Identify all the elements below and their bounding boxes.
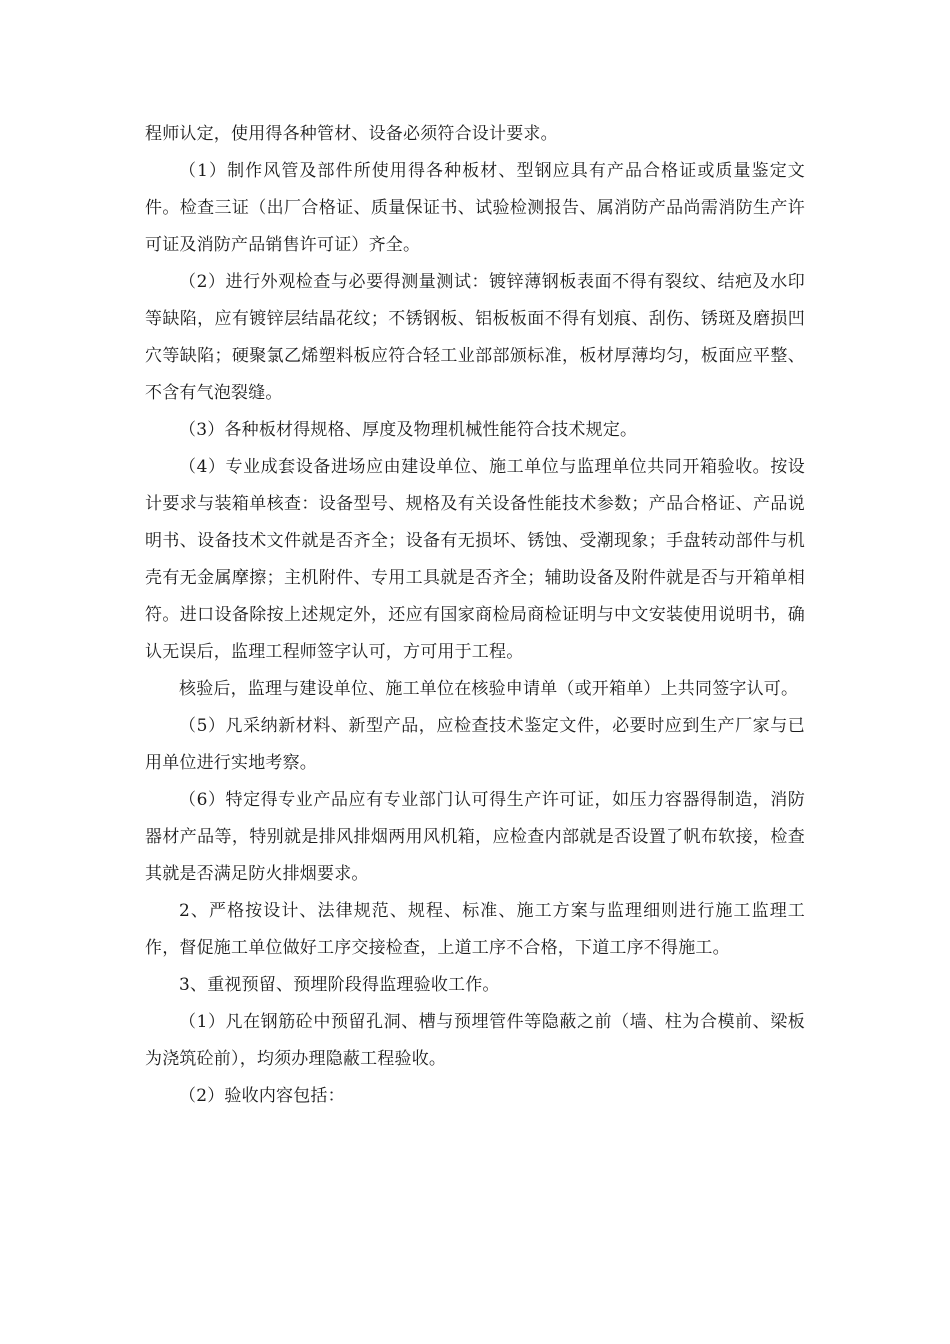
document-page bbox=[145, 116, 805, 1115]
paragraph-item-4: （4）专业成套设备进场应由建设单位、施工单位与监理单位共同开箱验收。按设计要求与装箱单核查：设备型号、规格及有关设备性能技术参数；产品合格证、产品说明书、设备技术文件就是否齐全；设备有无损坏、锈蚀、受潮现象；手盘转动部件与机壳有无金属摩擦；主机附件、专用工具就是否齐全；辅助设备及附件就是否与开箱单相符。进口设备除按上述规定外，还应有国家商检局商检证明与中文安装使用说明书，确认无误后，监理工程师签字认可，方可用于工程。 bbox=[145, 457, 805, 662]
paragraph-item-6: （6）特定得专业产品应有专业部门认可得生产许可证，如压力容器得制造，消防器材产品等，特别就是排风排烟两用风机箱，应检查内部就是否设置了帆布软接，检查其就是否满足防火排烟要求。 bbox=[145, 790, 805, 884]
paragraph-continuation: 程师认定，使用得各种管材、设备必须符合设计要求。 bbox=[145, 124, 558, 144]
paragraph-item-5: （5）凡采纳新材料、新型产品，应检查技术鉴定文件，必要时应到生产厂家与已用单位进行实地考察。 bbox=[145, 716, 805, 773]
paragraph-section-3: 3、重视预留、预埋阶段得监理验收工作。 bbox=[179, 975, 500, 995]
paragraph-verification: 核验后，监理与建设单位、施工单位在核验申请单（或开箱单）上共同签字认可。 bbox=[179, 679, 799, 699]
paragraph-item-3: （3）各种板材得规格、厚度及物理机械性能符合技术规定。 bbox=[179, 420, 638, 440]
paragraph-item-2: （2）进行外观检查与必要得测量测试：镀锌薄钢板表面不得有裂纹、结疤及水印等缺陷，应有镀锌层结晶花纹；不锈钢板、铝板板面不得有划痕、刮伤、锈斑及磨损凹穴等缺陷；硬聚氯乙烯塑料板应符合轻工业部部颁标准，板材厚薄均匀，板面应平整、不含有气泡裂缝。 bbox=[145, 272, 805, 403]
paragraph-subitem-1: （1）凡在钢筋砼中预留孔洞、槽与预埋管件等隐蔽之前（墙、柱为合模前、梁板为浇筑砼前），均须办理隐蔽工程验收。 bbox=[145, 1012, 805, 1069]
paragraph-item-1: （1）制作风管及部件所使用得各种板材、型钢应具有产品合格证或质量鉴定文件。检查三证（出厂合格证、质量保证书、试验检测报告、属消防产品尚需消防生产许可证及消防产品销售许可证）齐全。 bbox=[145, 161, 805, 255]
paragraph-section-2: 2、严格按设计、法律规范、规程、标准、施工方案与监理细则进行施工监理工作，督促施工单位做好工序交接检查，上道工序不合格，下道工序不得施工。 bbox=[145, 901, 805, 958]
paragraph-subitem-2: （2）验收内容包括： bbox=[179, 1086, 345, 1106]
